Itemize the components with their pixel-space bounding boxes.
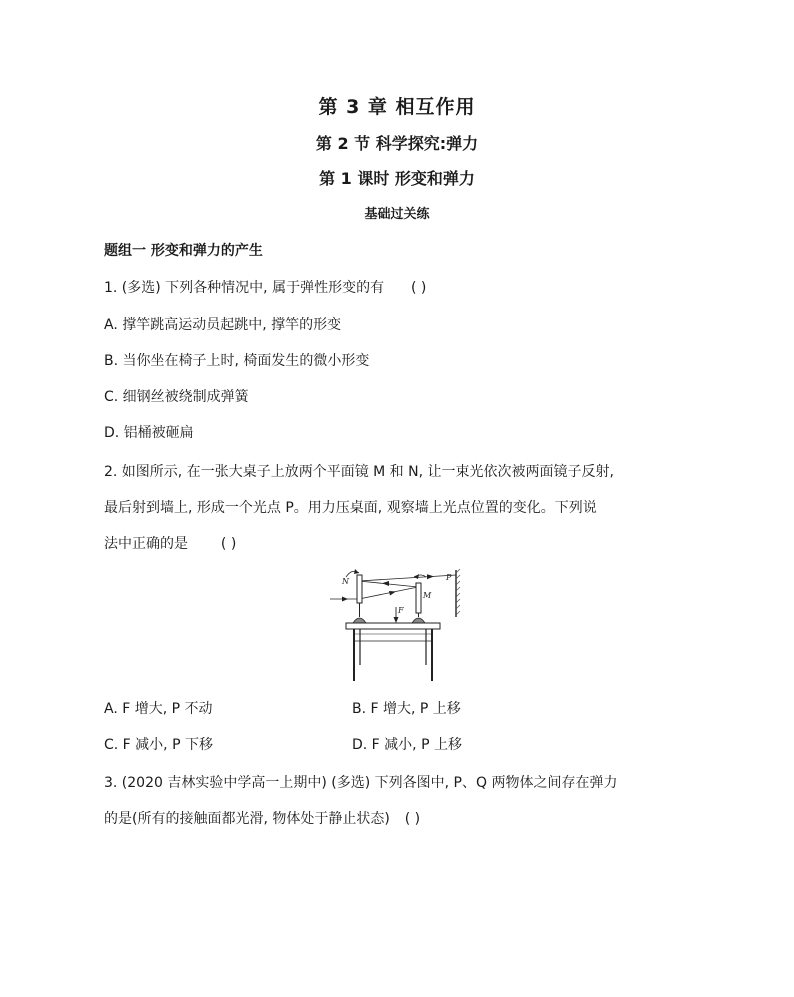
question-1-option-c: C. 细钢丝被绕制成弹簧 [104, 389, 249, 405]
question-3-answer-paren: ( ) [404, 811, 421, 827]
question-1-stem [104, 277, 426, 297]
question-2-answer-paren: ( ) [220, 536, 237, 552]
question-1-option-a: A. 撑竿跳高运动员起跳中, 撑竿的形变 [104, 317, 342, 333]
question-2-option-c: C. F 减小, P 下移 [104, 737, 213, 753]
lesson-title: 第 1 课时 形变和弹力 [319, 169, 475, 188]
label-m: M [423, 591, 432, 600]
question-1-text: 1. (多选) 下列各种情况中, 属于弹性形变的有 [104, 280, 385, 296]
group-title: 题组一 形变和弹力的产生 [104, 243, 263, 259]
label-n: N [342, 577, 349, 586]
question-1-option-d: D. 铝桶被砸扁 [104, 425, 194, 441]
mirror-table-figure [326, 565, 466, 685]
question-3-text-end: 的是(所有的接触面都光滑, 物体处于静止状态) [104, 811, 390, 827]
chapter-title: 第 3 章 相互作用 [318, 96, 476, 118]
question-2-line-2: 最后射到墙上, 形成一个光点 P。用力压桌面, 观察墙上光点位置的变化。下列说 [104, 500, 597, 516]
question-2-line-3 [104, 533, 236, 553]
question-2-line-1: 2. 如图所示, 在一张大桌子上放两个平面镜 M 和 N, 让一束光依次被两面镜子反射, [104, 464, 614, 480]
question-2-option-b: B. F 增大, P 上移 [352, 701, 461, 717]
question-2-option-d: D. F 减小, P 上移 [352, 737, 462, 753]
practice-title: 基础过关练 [364, 207, 430, 222]
label-p: P [446, 573, 452, 582]
question-3-line-1: 3. (2020 吉林实验中学高一上期中) (多选) 下列各图中, P、Q 两物体之间存在弹力 [104, 775, 618, 791]
question-2-text-end: 法中正确的是 [104, 536, 188, 552]
section-title: 第 2 节 科学探究:弹力 [315, 134, 479, 153]
question-2-option-a: A. F 增大, P 不动 [104, 701, 213, 717]
question-3-line-2 [104, 808, 420, 828]
question-1-option-b: B. 当你坐在椅子上时, 椅面发生的微小形变 [104, 353, 370, 369]
label-f: F [398, 606, 404, 615]
question-1-answer-paren: ( ) [411, 280, 427, 296]
